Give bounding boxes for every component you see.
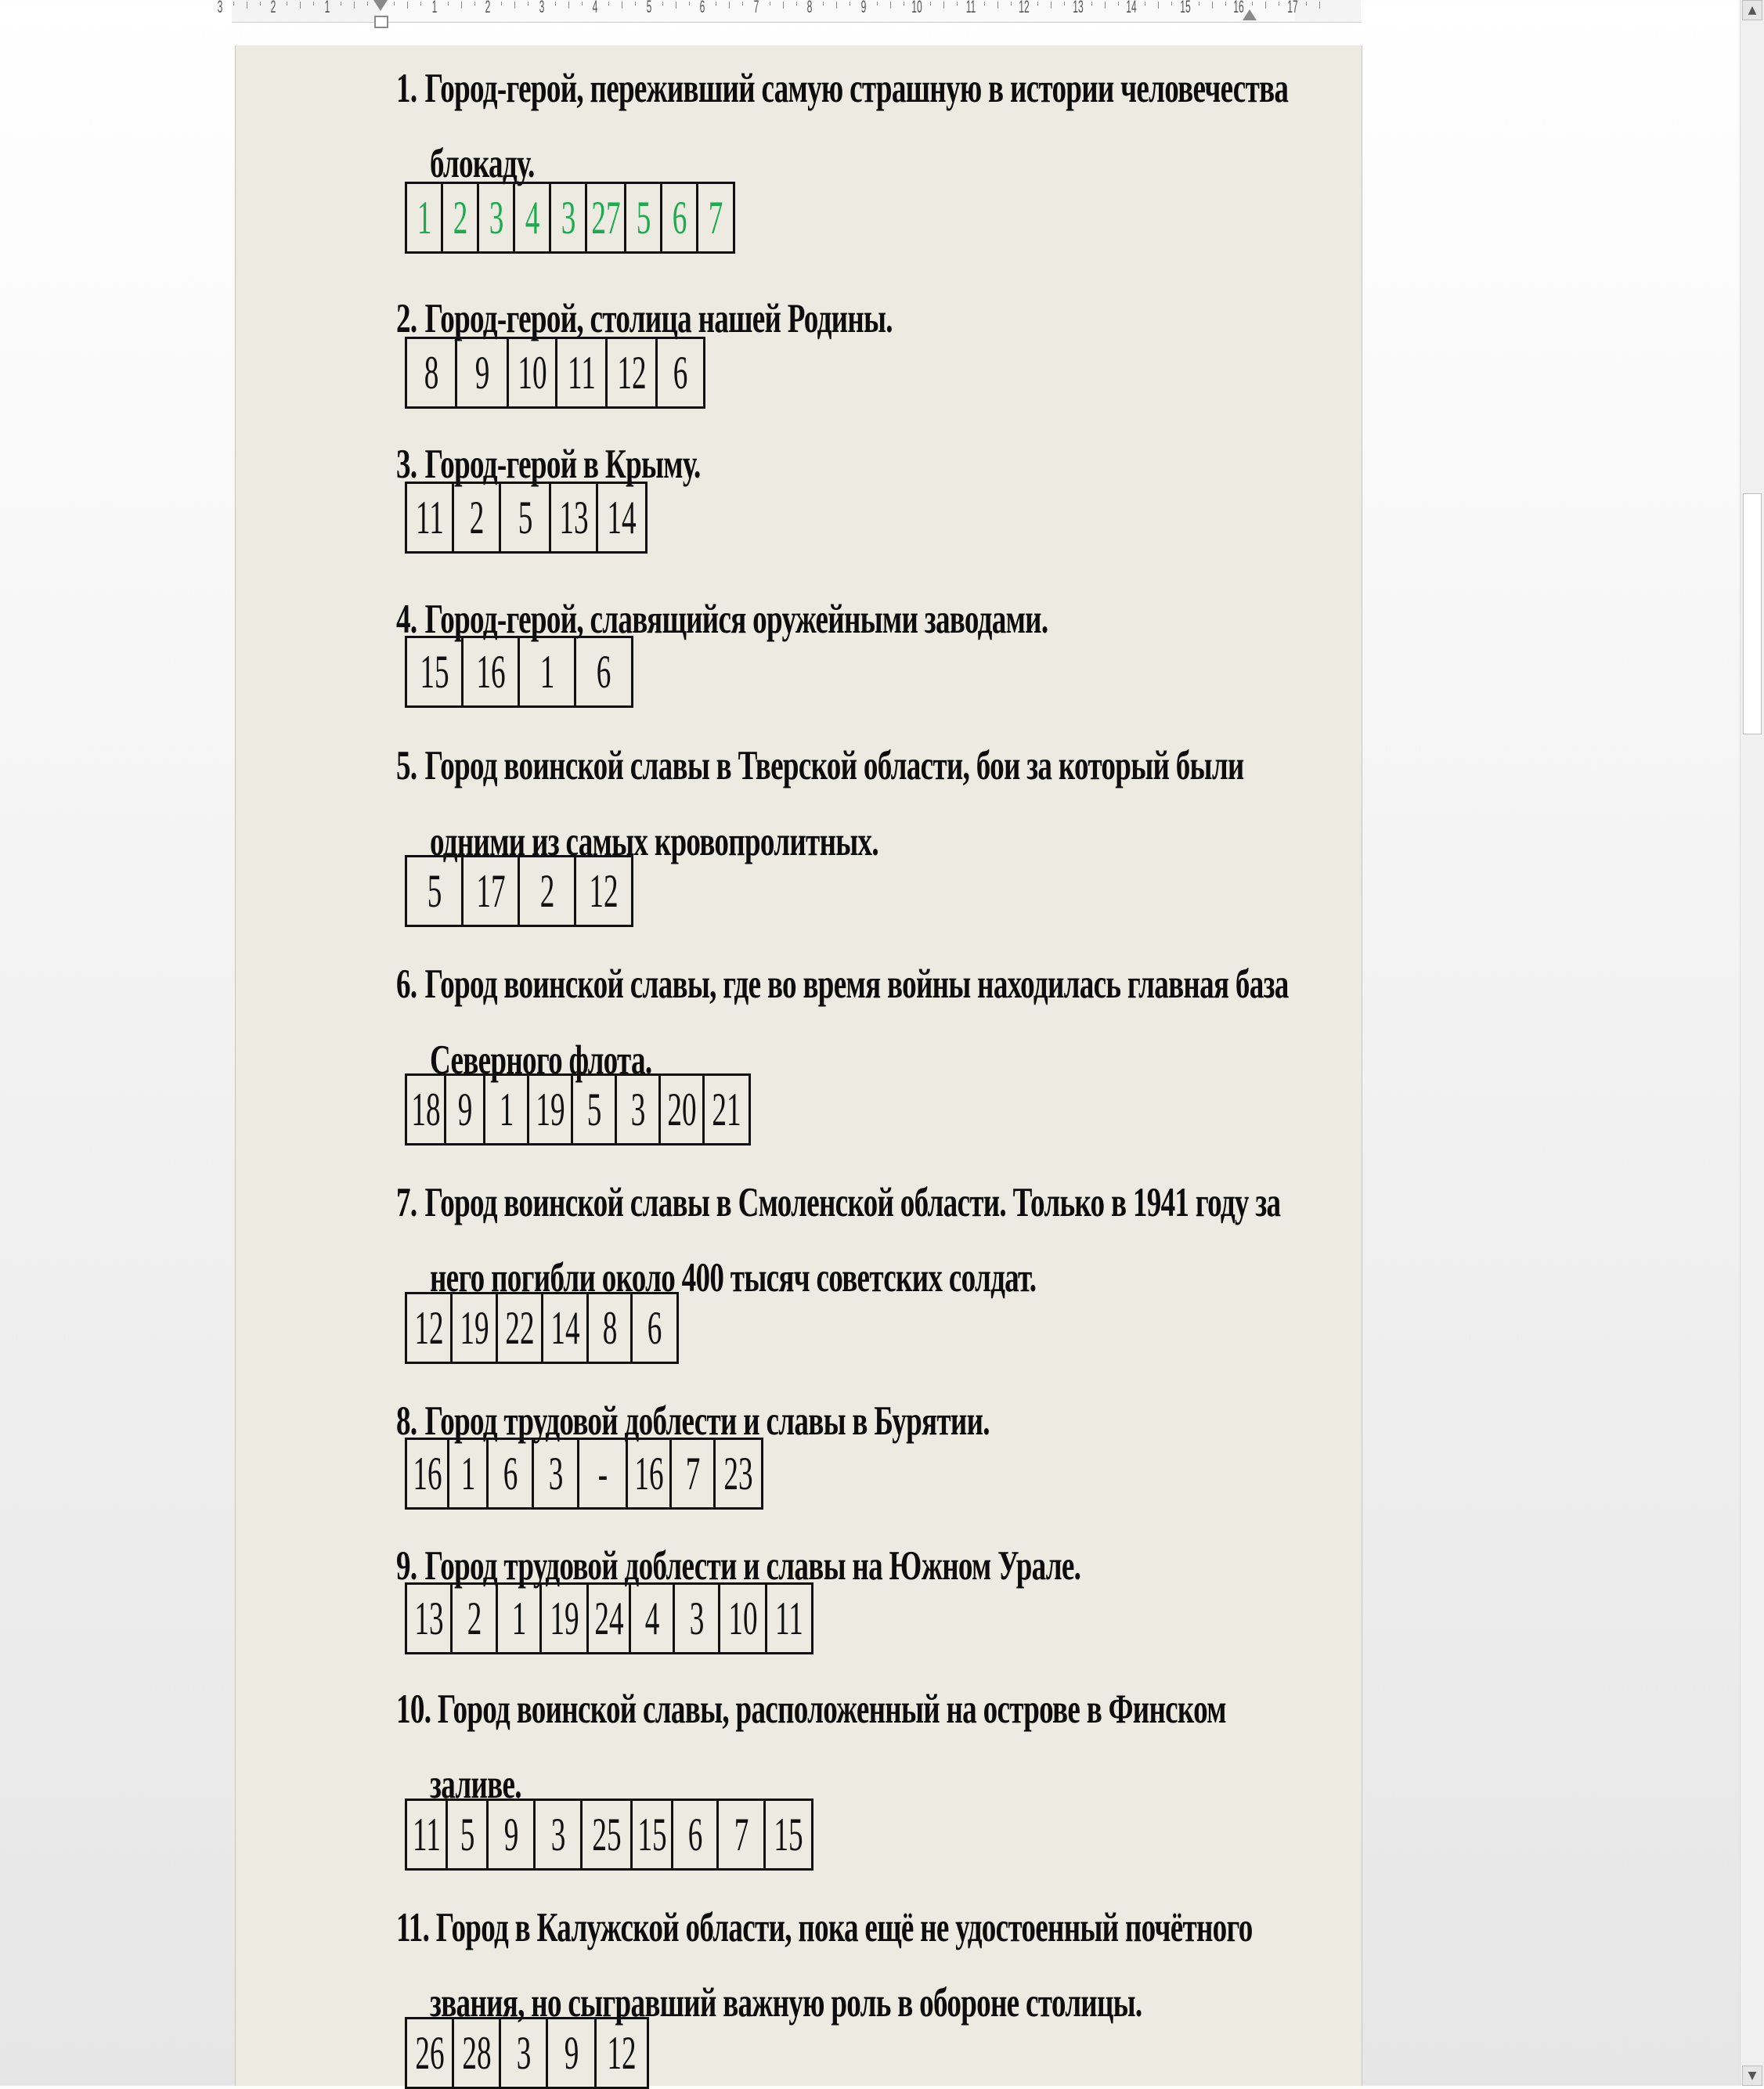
cell-value: 13 [413,1593,444,1644]
answer-cell [449,1440,489,1507]
ruler-number: 14 [1126,0,1137,16]
answer-cell [633,1294,676,1362]
question-number: 5. [396,743,417,788]
right-indent-marker[interactable] [1243,9,1257,20]
answer-cell [453,1294,498,1362]
cell-value: 3 [489,192,503,244]
cell-value: 1 [539,646,554,698]
answer-cell [617,1076,661,1143]
answer-cell [515,184,551,251]
answer-cell [448,1801,489,1868]
cell-value: 13 [558,492,589,543]
ruler-tick [1225,2,1226,5]
answer-cell [479,184,515,251]
ruler-tick [689,2,690,5]
cell-value: 5 [427,865,442,917]
answer-cell [498,1294,543,1362]
ruler-number: 1 [324,0,330,16]
answer-cell [551,484,598,551]
answer-cell [489,1801,536,1868]
cell-value: 15 [637,1809,667,1860]
ruler-number: 15 [1179,0,1191,16]
question-line-1: Город-герой, столица нашей Родины. [424,296,893,341]
answer-cell [661,1076,705,1143]
answer-cell [633,1801,673,1868]
cell-value: 15 [774,1809,803,1860]
ruler-tick [260,2,261,5]
ruler-number: 5 [646,0,651,16]
ruler-tick [1252,2,1253,5]
cell-value: 7 [734,1809,749,1860]
question-number: 9. [396,1543,417,1589]
question-number: 6. [396,962,417,1007]
answer-cell [407,638,464,705]
answer-grid [405,337,705,409]
ruler-tick [354,2,355,9]
document-page[interactable] [235,45,1362,2086]
cell-value: 5 [460,1809,474,1860]
question-line-1: Город воинской славы, расположенный на острове в Финском [437,1687,1226,1732]
cell-value: 14 [550,1302,580,1354]
cell-value: - [597,1448,608,1499]
cell-value: 3 [550,1809,565,1860]
ruler-tick [1319,2,1320,9]
answer-cell [573,1076,617,1143]
question-line-1: Город трудовой доблести и славы на Южном Урале. [424,1543,1081,1589]
cell-value: 3 [516,2027,531,2079]
cell-value: 12 [607,2027,637,2079]
ruler-tick [233,2,234,5]
cell-value: 8 [424,347,438,399]
cell-value: 1 [460,1448,475,1499]
cell-value: 21 [712,1084,741,1135]
answer-cell [579,1440,628,1507]
ruler-tick [635,2,636,5]
cell-value: 6 [596,646,611,698]
cell-value: 16 [475,646,506,698]
ruler-tick [1158,2,1159,9]
cell-value: 27 [590,192,621,244]
cell-value: 5 [518,492,532,543]
cell-value: 2 [453,192,467,244]
horizontal-ruler[interactable] [217,0,1361,23]
question-number: 3. [396,442,417,487]
scroll-up-button[interactable]: ▲ [1742,0,1762,20]
answer-grid [405,2017,649,2089]
ruler-tick [930,2,931,5]
answer-cell [457,339,509,406]
answer-cell [589,1585,631,1652]
cell-value: 9 [457,1084,472,1135]
cell-value: 24 [593,1593,624,1644]
question-line-1: Город-герой, переживший самую страшную в истории человечества [424,66,1289,111]
answer-cell [407,2019,454,2087]
answer-cell [673,1801,719,1868]
ruler-tick [1306,2,1307,5]
cell-value: 16 [633,1448,664,1499]
ruler-tick [1091,2,1092,5]
ruler-tick [474,2,475,5]
ruler-tick [420,2,421,5]
ruler-number: 7 [753,0,759,16]
question-line-2: звания, но сыгравший важную роль в обороне столицы. [430,1980,1142,2026]
answer-grid [405,855,633,927]
answer-grid [405,1073,751,1146]
cell-value: 2 [539,865,554,917]
ruler-number: 9 [860,0,866,16]
ruler-number: 13 [1072,0,1084,16]
cell-value: 6 [503,1448,518,1499]
answer-cell [543,1294,589,1362]
question-number: 8. [396,1398,417,1444]
ruler-tick [1212,2,1213,9]
ruler-number: 12 [1019,0,1030,16]
cell-value: 6 [647,1302,662,1354]
answer-cell [608,339,658,406]
question-number: 11. [396,1905,430,1950]
cell-value: 7 [708,192,723,244]
cell-value: 8 [602,1302,617,1354]
answer-cell [597,2019,647,2087]
ruler-number: 8 [806,0,813,16]
ruler-tick [582,2,583,5]
cell-value: 9 [474,347,489,399]
question-line-1: Город в Калужской области, пока ещё не удостоенный почётного [435,1905,1253,1950]
question-line-1: Город-герой, славящийся оружейными заводами. [424,597,1048,642]
cell-value: 11 [415,492,444,543]
cell-value: 23 [723,1448,753,1499]
answer-cell [520,857,576,925]
answer-grid [405,1799,813,1871]
ruler-tick [501,2,502,5]
ruler-number: 4 [592,0,598,16]
answer-cell [542,1585,589,1652]
question-line-2: заливе. [430,1762,521,1807]
cell-value: 14 [607,492,637,543]
answer-cell [766,1801,811,1868]
answer-cell [720,1585,767,1652]
ruler-tick [1037,2,1038,5]
question-1-text [396,52,1288,125]
answer-cell [443,184,479,251]
answer-cell [705,1076,749,1143]
answer-cell [529,1076,573,1143]
answer-cell [576,638,631,705]
cell-value: 19 [549,1593,579,1644]
answer-grid [405,636,633,708]
cell-value: 11 [775,1593,803,1644]
cell-value: 10 [727,1593,758,1644]
cell-value: 17 [475,865,506,917]
ruler-tick [877,2,878,5]
cell-value: 5 [636,192,651,244]
ruler-tick [300,2,301,9]
cell-value: 6 [673,347,688,399]
ruler-number: 3 [539,0,544,16]
cell-value: 15 [419,646,449,698]
answer-cell [587,184,626,251]
ruler-tick [1011,2,1012,5]
answer-grid [405,1292,679,1364]
answer-cell [454,484,501,551]
question-7-text [396,1166,1280,1239]
answer-cell [407,184,443,251]
answer-cell [672,1440,716,1507]
ruler-number: 2 [485,0,491,16]
answer-cell [589,1294,633,1362]
question-line-2: Северного флота. [430,1037,652,1083]
question-number: 10. [396,1687,431,1732]
answer-cell [551,184,587,251]
answer-grid [405,1582,813,1654]
cell-value: 3 [548,1448,563,1499]
cell-value: 3 [689,1593,704,1644]
ruler-tick [608,2,609,5]
question-number: 4. [396,597,417,642]
question-6-text [396,947,1289,1021]
cell-value: 25 [591,1809,622,1860]
ruler-number: 10 [911,0,922,16]
ruler-tick [890,2,891,9]
answer-cell [464,857,520,925]
answer-grid [405,182,735,254]
cell-value: 12 [589,865,619,917]
answer-cell [453,1585,498,1652]
ruler-number: 17 [1286,0,1298,16]
answer-cell [485,1076,529,1143]
question-line-1: Город трудовой доблести и славы в Бурятии. [424,1398,990,1444]
cell-value: 1 [499,1084,514,1135]
ruler-tick [662,2,663,5]
answer-cell [407,339,457,406]
answer-cell [658,339,703,406]
ruler-tick [448,2,449,5]
answer-cell [598,484,645,551]
answer-cell [407,1440,449,1507]
answer-cell [407,1801,448,1868]
answer-cell [446,1076,485,1143]
cell-value: 6 [687,1809,702,1860]
cell-value: 5 [586,1084,601,1135]
answer-cell [662,184,698,251]
answer-cell [454,2019,501,2087]
cell-value: 11 [412,1809,441,1860]
answer-cell [631,1585,675,1652]
answer-cell [489,1440,534,1507]
ruler-tick [836,2,837,9]
question-5-text [396,729,1244,803]
answer-cell [576,857,631,925]
answer-cell [536,1801,583,1868]
ruler-tick [1171,2,1172,5]
ruler-number: 11 [965,0,976,16]
answer-cell [407,1585,453,1652]
ruler-tick [823,2,824,5]
cell-value: 16 [412,1448,442,1499]
cell-value: 3 [561,192,575,244]
cell-value: 20 [666,1084,697,1135]
ruler-tick [555,2,556,5]
answer-cell [520,638,576,705]
answer-cell [583,1801,633,1868]
answer-cell [509,339,557,406]
cell-value: 4 [644,1593,659,1644]
cell-value: 2 [469,492,484,543]
cell-value: 6 [672,192,687,244]
ruler-tick [984,2,985,5]
answer-cell [464,638,520,705]
question-11-text [396,1891,1253,1965]
cell-value: 4 [525,192,539,244]
answer-cell [767,1585,811,1652]
answer-cell [557,339,608,406]
ruler-tick [514,2,515,9]
ruler-tick [461,2,462,9]
question-line-2: него погибли около 400 тысяч советских солдат. [430,1255,1037,1301]
ruler-tick [943,2,944,9]
scroll-thumb[interactable] [1743,493,1762,734]
answer-grid [405,482,648,554]
cell-value: 9 [564,2027,579,2079]
answer-cell [501,484,551,551]
cell-value: 2 [467,1593,482,1644]
question-line-1: Город воинской славы, где во время войны находилась главная база [424,962,1289,1007]
answer-cell [628,1440,672,1507]
answer-cell [501,2019,548,2087]
cell-value: 7 [685,1448,700,1499]
question-line-2: одними из самых кровопролитных. [430,819,878,864]
question-10-text [396,1672,1226,1746]
answer-cell [407,1294,453,1362]
cell-value: 18 [410,1084,441,1135]
answer-cell [675,1585,720,1652]
cell-value: 10 [517,347,547,399]
ruler-tick [1051,2,1052,9]
ruler-tick [1064,2,1065,5]
ruler-tick [407,2,408,9]
question-number: 1. [396,66,417,111]
cell-value: 11 [567,347,596,399]
answer-grid [405,1438,763,1510]
ruler-number: 1 [431,0,437,16]
answer-cell [626,184,662,251]
answer-cell [548,2019,597,2087]
answer-cell [407,857,464,925]
question-line-1: Город-герой в Крыму. [424,442,701,487]
answer-cell [407,484,454,551]
question-line-2: блокаду. [430,141,535,186]
ruler-tick [394,2,395,5]
cell-value: 19 [459,1302,489,1354]
ruler-tick [729,2,730,9]
scroll-down-button[interactable]: ▼ [1742,2066,1762,2086]
ruler-tick [742,2,743,5]
ruler-number: 6 [699,0,705,16]
ruler-tick [796,2,797,5]
answer-cell [407,1076,446,1143]
cell-value: 1 [417,192,431,244]
question-number: 7. [396,1180,417,1225]
vertical-scrollbar[interactable] [1740,0,1764,2086]
ruler-tick [783,2,784,9]
cell-value: 22 [504,1302,535,1354]
ruler-tick [1118,2,1119,5]
answer-cell [719,1801,766,1868]
cell-value: 26 [414,2027,445,2079]
ruler-number: 2 [270,0,276,16]
ruler-tick [367,2,368,5]
ruler-tick [957,2,958,5]
answer-cell [498,1585,542,1652]
ruler-number: 16 [1233,0,1244,16]
question-number: 2. [396,296,417,341]
answer-cell [716,1440,761,1507]
cell-value: 3 [630,1084,645,1135]
cell-value: 1 [511,1593,526,1644]
cell-value: 28 [461,2027,492,2079]
answer-cell [698,184,733,251]
ruler-tick [1265,2,1266,9]
question-line-1: Город воинской славы в Тверской области, бои за который были [424,743,1244,788]
ruler-tick [997,2,998,9]
first-line-indent-marker[interactable] [373,0,388,11]
cell-value: 19 [535,1084,565,1135]
ruler-tick [313,2,314,5]
answer-cell [534,1440,579,1507]
cell-value: 12 [413,1302,444,1354]
cell-value: 9 [503,1809,518,1860]
ruler-tick [568,2,569,9]
cell-value: 12 [616,347,647,399]
left-indent-marker[interactable] [374,16,388,28]
ruler-number: 3 [217,0,222,16]
ruler-tick [1105,2,1106,9]
question-line-1: Город воинской славы в Смоленской области. Только в 1941 году за [424,1180,1281,1225]
